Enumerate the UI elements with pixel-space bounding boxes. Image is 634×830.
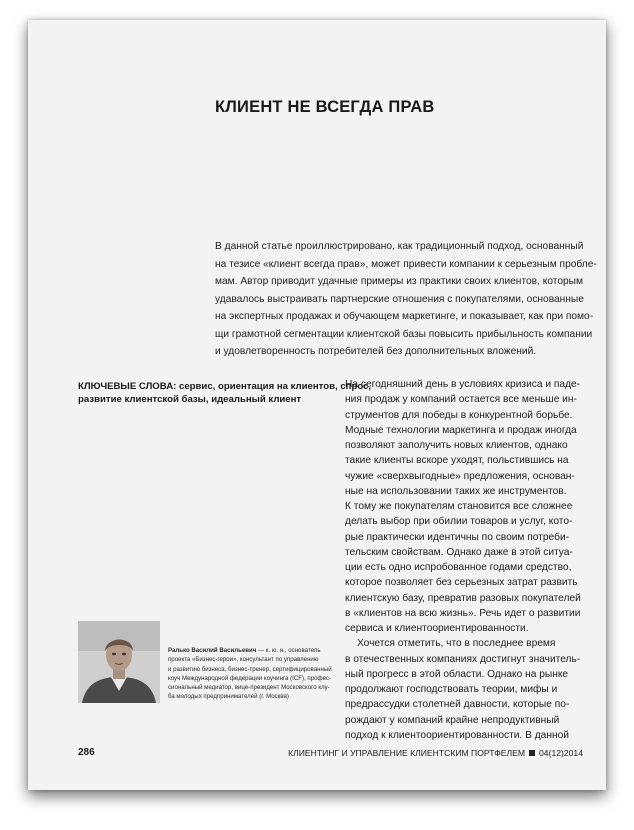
abstract-line: В данной статье проиллюстрировано, как традиционный подход, основанный	[215, 241, 584, 252]
body-line: в отечественных компаниях достигнут значитель-	[345, 653, 581, 665]
body-line: позволяют заполучить новых клиентов, однако	[345, 440, 568, 451]
author-photo	[78, 621, 160, 703]
body-line: К тому же покупателям становится все сложнее	[345, 501, 573, 512]
issue-number: 04(12)2014	[539, 748, 583, 758]
body-line: ции есть одно испробованное годами средство,	[345, 562, 572, 573]
journal-title: КЛИЕНТИНГ И УПРАВЛЕНИЕ КЛИЕНТСКИМ ПОРТФЕЛЕМ	[288, 748, 526, 758]
keywords-block	[78, 381, 372, 406]
body-line: чужие «сверхвыгодные» предложения, основан-	[345, 470, 575, 482]
body-line: в «клиентов на всю жизнь». Речь идет о развитии	[345, 607, 581, 619]
body-line: тельским свойствам. Однако даже в этой ситуа-	[345, 546, 573, 558]
body-line: подход к клиентоориентированности. В данной	[345, 729, 569, 741]
abstract-line: мам. Автор приводит удачные примеры из практики своих клиентов, которым	[215, 276, 583, 287]
body-line: ный прогресс в этой области. Однако на рынке	[345, 668, 569, 680]
body-line: рождают у компаний крайне непродуктивный	[345, 714, 560, 726]
body-line: Хочется отметить, что в последнее время	[357, 638, 556, 650]
author-name: Ралько Василий Васильевич	[168, 647, 257, 654]
article-abstract	[215, 238, 597, 361]
author-bio-line: — к. ю. н., основатель	[256, 647, 321, 654]
abstract-line: щи грамотной сегментации клиентской базы повысить прибыльность компании	[215, 328, 593, 340]
body-line: ния продаж у компаний остается все меньше ин-	[345, 394, 577, 406]
author-bio-line: коуч Международной федерации коучинга (ICF), профес-	[168, 674, 331, 682]
article-body	[345, 377, 588, 743]
body-line: делать выбор при обилии товаров и услуг, кото-	[345, 516, 573, 528]
article-title: КЛИЕНТ НЕ ВСЕГДА ПРАВ	[215, 98, 435, 116]
author-bio-line: проекта «Бизнес-герои», консультант по управлению	[168, 656, 319, 664]
page-number: 286	[78, 747, 95, 758]
body-line: предрассудки столетней давности, которые по-	[345, 699, 570, 711]
body-line: такие клиенты вскоре уходят, польстившись на	[345, 455, 569, 467]
body-line: сервиса и клиентоориентированности.	[345, 623, 529, 634]
abstract-line: на экспертных продажах и обучающем маркетинге, и показывает, как при помо-	[215, 311, 594, 322]
running-footer	[288, 748, 583, 758]
body-line: клиентскую базу, превратив разовых покупателей	[345, 592, 581, 604]
author-bio-line: ба молодых предпринимателей (г. Москва)	[168, 693, 289, 701]
keywords-line: развитие клиентской базы, идеальный клиент	[78, 393, 302, 405]
body-line: На сегодняшний день в условиях кризиса и паде-	[345, 379, 581, 390]
abstract-line: и удовлетворенность потребителей без дополнительных вложений.	[215, 346, 537, 357]
body-line: продолжают господствовать теории, мифы и	[345, 684, 558, 695]
body-line: струментов для победы в конкурентной борьбе.	[345, 409, 573, 421]
author-bio-line: сиональный медиатор, вице-президент Московского клу-	[168, 684, 330, 692]
author-bio-line: и развитию бизнеса, бизнес-тренер, сертифицированный	[168, 665, 332, 673]
body-line: ные на использовании таких же инструментов.	[345, 485, 567, 497]
body-line: рые практически идентичны по своим потреби-	[345, 531, 570, 543]
square-bullet-icon	[529, 750, 535, 756]
keywords-line: КЛЮЧЕВЫЕ СЛОВА: сервис, ориентация на клиентов, спрос,	[78, 381, 372, 392]
magazine-page	[28, 20, 606, 790]
abstract-line: удавалось выстраивать партнерские отношения с покупателями, основанные	[215, 293, 584, 305]
abstract-line: на тезисе «клиент всегда прав», может привести компании к серьезным пробле-	[215, 258, 597, 270]
author-bio	[168, 646, 332, 702]
body-line: которое позволяет без серьезных затрат развить	[345, 577, 578, 589]
body-line: Модные технологии маркетинга и продаж иногда	[345, 424, 577, 436]
